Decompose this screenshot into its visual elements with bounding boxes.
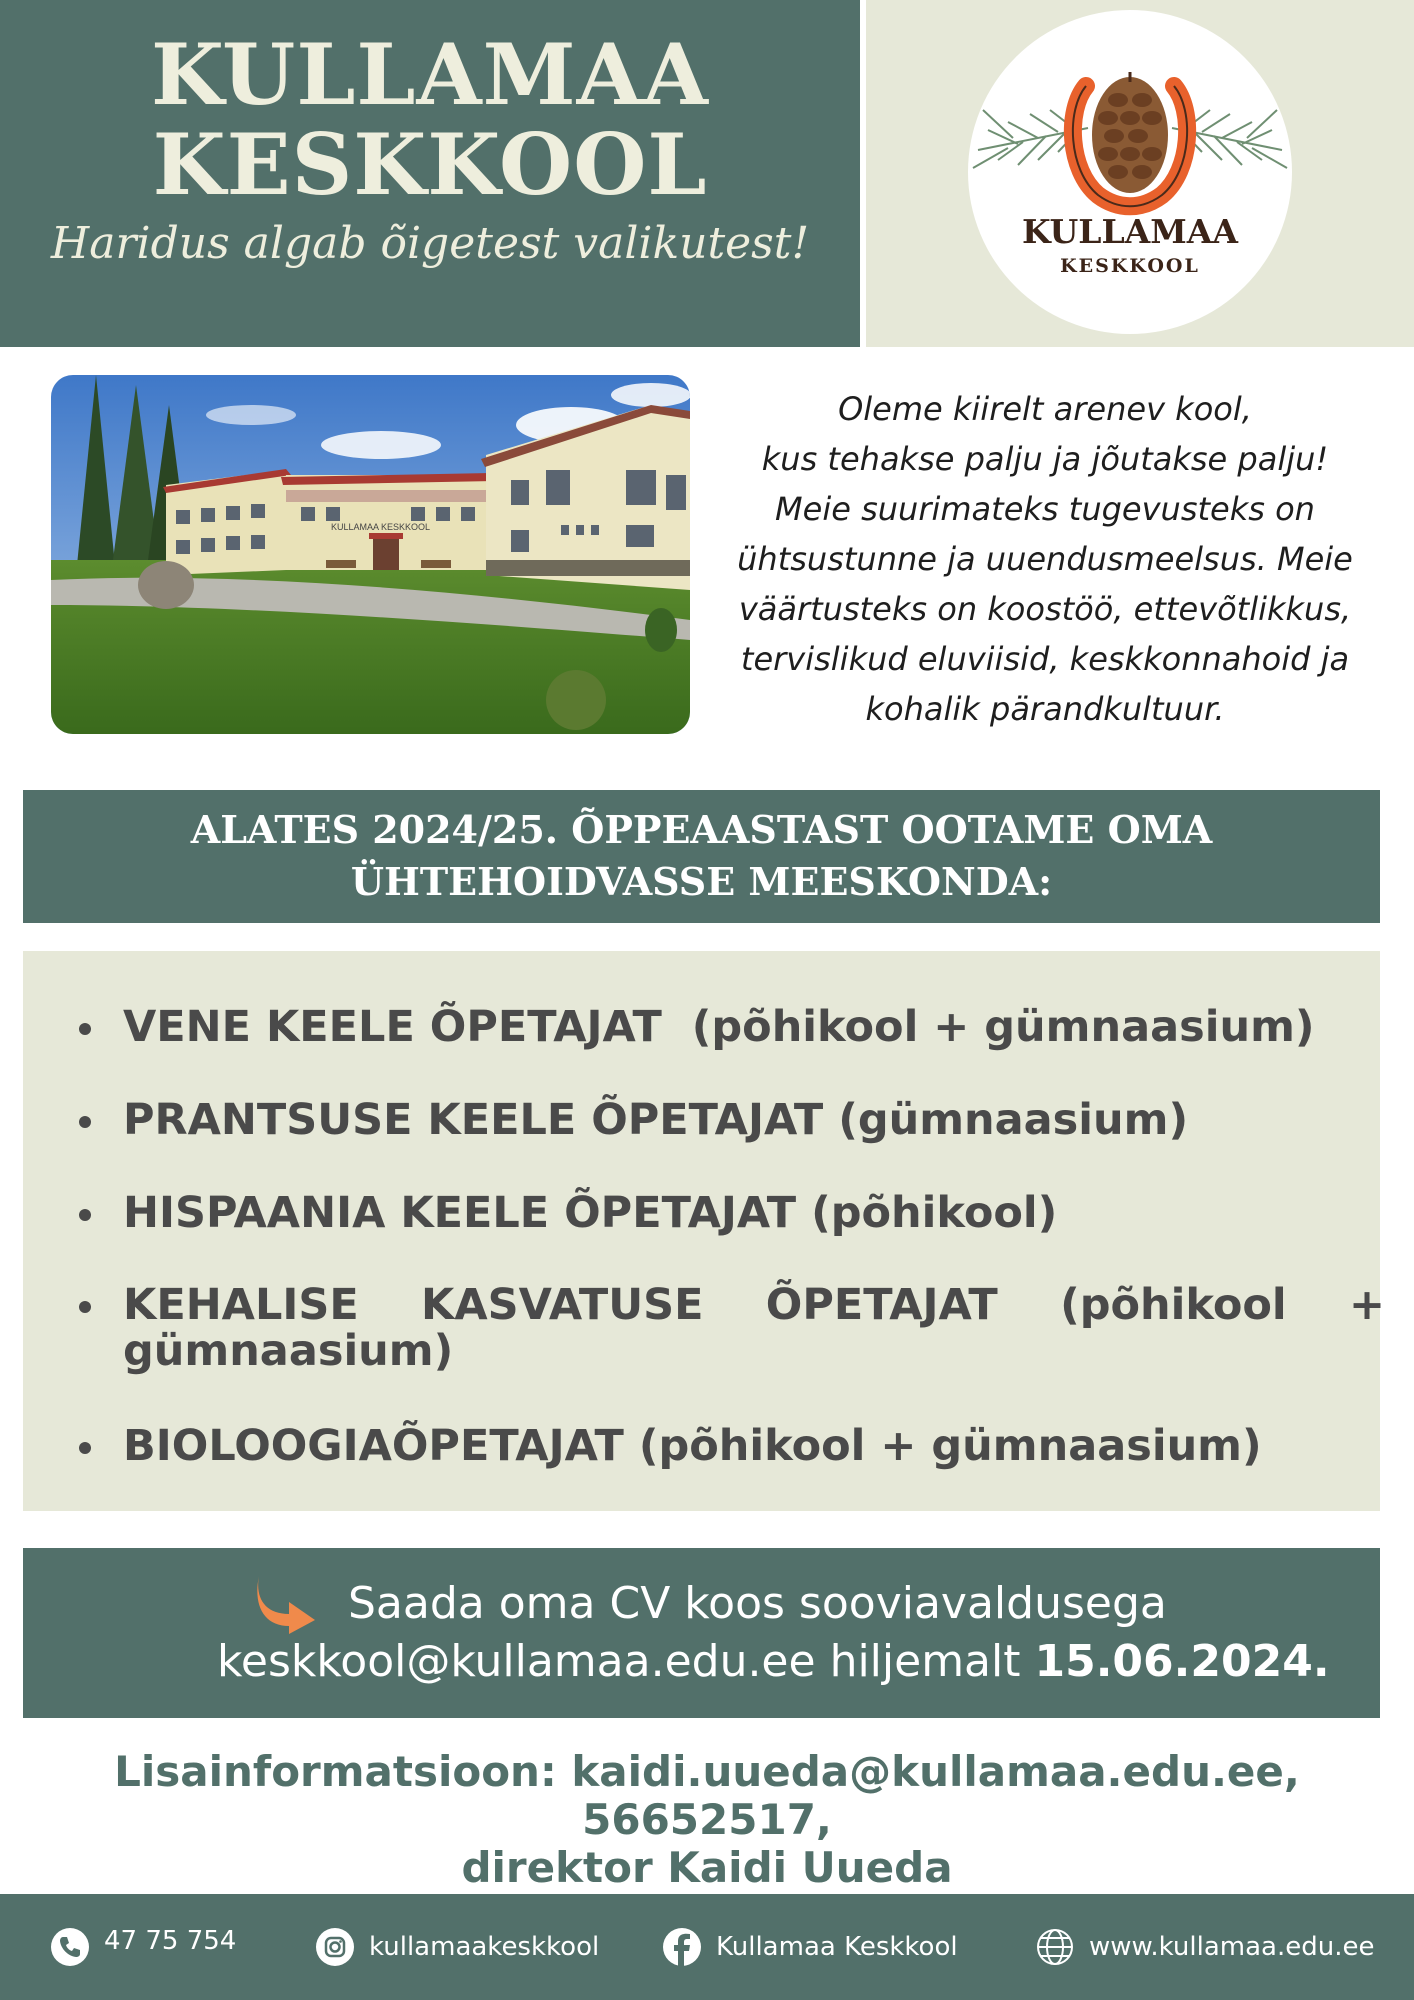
position-label: HISPAANIA KEELE ÕPETAJAT (põhikool): [123, 1188, 1058, 1238]
position-word: (põhikool: [1060, 1280, 1287, 1330]
intro-line: Oleme kiirelt arenev kool,: [838, 390, 1252, 428]
position-word: +: [1348, 1280, 1385, 1330]
positions-list: [23, 951, 1385, 1511]
intro-text: [705, 384, 1385, 734]
bullet-icon: [79, 1209, 91, 1221]
school-name: [0, 25, 860, 214]
list-item: [123, 1190, 1385, 1236]
footer-phone-text: 47 75 754: [104, 1926, 237, 1956]
footer-phone[interactable]: [50, 1894, 236, 2000]
list-item: [123, 1004, 1385, 1050]
footer-facebook-text: Kullamaa Keskkool: [716, 1932, 958, 1962]
intro-line: Meie suurimateks tugevusteks on: [775, 490, 1315, 528]
apply-box: [23, 1548, 1380, 1718]
logo-text-name: KULLAMAA: [1021, 212, 1239, 251]
contact-info: [0, 1748, 1414, 1892]
position-label-justified: [123, 1282, 1385, 1328]
position-word: ÕPETAJAT: [765, 1280, 998, 1330]
hiring-banner-line1: ALATES 2024/25. ÕPPEAASTAST OOTAME OMA: [190, 807, 1213, 852]
list-item: [123, 1423, 1385, 1469]
phone-icon: [50, 1927, 90, 1967]
bullet-icon: [79, 1116, 91, 1128]
instagram-icon: [315, 1927, 355, 1967]
building-sign-text: KULLAMAA KESKKOOL: [331, 522, 431, 532]
position-label: BIOLOOGIAÕPETAJAT (põhikool + gümnaasium): [123, 1421, 1262, 1471]
position-word: KEHALISE: [123, 1280, 359, 1330]
footer-website[interactable]: [1035, 1894, 1374, 2000]
hiring-banner-line2: ÜHTEHOIDVASSE MEESKONDA:: [350, 859, 1053, 904]
header-banner: [0, 0, 860, 347]
footer: [0, 1894, 1414, 2000]
tagline: Haridus algab õigetest valikutest!: [50, 218, 810, 269]
position-word: gümnaasium): [123, 1326, 454, 1376]
school-name-line2: KESKKOOL: [152, 115, 708, 214]
position-label: VENE KEELE ÕPETAJAT (põhikool + gümnaasium): [123, 1002, 1315, 1052]
position-word: KASVATUSE: [421, 1280, 704, 1330]
footer-website-text: www.kullamaa.edu.ee: [1089, 1932, 1375, 1962]
footer-facebook[interactable]: [662, 1894, 958, 2000]
intro-line: ühtsustunne ja uuendusmeelsus. Meie: [737, 540, 1353, 578]
intro-line: tervislikud eluviisid, keskkonnahoid ja: [740, 640, 1350, 678]
school-logo: [968, 10, 1292, 334]
apply-email-deadline: [217, 1636, 1330, 1687]
apply-deadline: 15.06.2024.: [1034, 1636, 1330, 1687]
list-item: [123, 1097, 1385, 1143]
school-building-photo: [51, 375, 690, 734]
apply-email[interactable]: keskkool@kullamaa.edu.ee hiljemalt: [217, 1636, 1035, 1687]
facebook-icon: [662, 1927, 702, 1967]
apply-instruction: Saada oma CV koos sooviavaldusega: [348, 1578, 1167, 1629]
footer-instagram-text: kullamaakeskkool: [369, 1932, 600, 1962]
bullet-icon: [79, 1442, 91, 1454]
logo-panel: [866, 0, 1414, 347]
intro-line: kus tehakse palju ja jõutakse palju!: [761, 440, 1329, 478]
contact-info-line2: direktor Kaidi Uueda: [461, 1843, 953, 1892]
position-label: PRANTSUSE KEELE ÕPETAJAT (gümnaasium): [123, 1095, 1189, 1145]
hiring-banner: [23, 790, 1380, 923]
globe-icon: [1035, 1927, 1075, 1967]
school-name-line1: KULLAMAA: [151, 25, 709, 124]
bullet-icon: [79, 1023, 91, 1035]
arrow-right-icon: [253, 1574, 319, 1636]
footer-instagram[interactable]: [315, 1894, 599, 2000]
pinecone-horseshoe-icon: [968, 10, 1292, 334]
logo-text-school: KESKKOOL: [1060, 255, 1200, 277]
contact-info-line1[interactable]: Lisainformatsioon: kaidi.uueda@kullamaa.edu.ee, 56652517,: [114, 1747, 1300, 1844]
intro-line: väärtusteks on koostöö, ettevõtlikkus,: [738, 590, 1352, 628]
intro-line: kohalik pärandkultuur.: [865, 690, 1225, 728]
bullet-icon: [79, 1301, 91, 1313]
list-item: [123, 1282, 1385, 1374]
